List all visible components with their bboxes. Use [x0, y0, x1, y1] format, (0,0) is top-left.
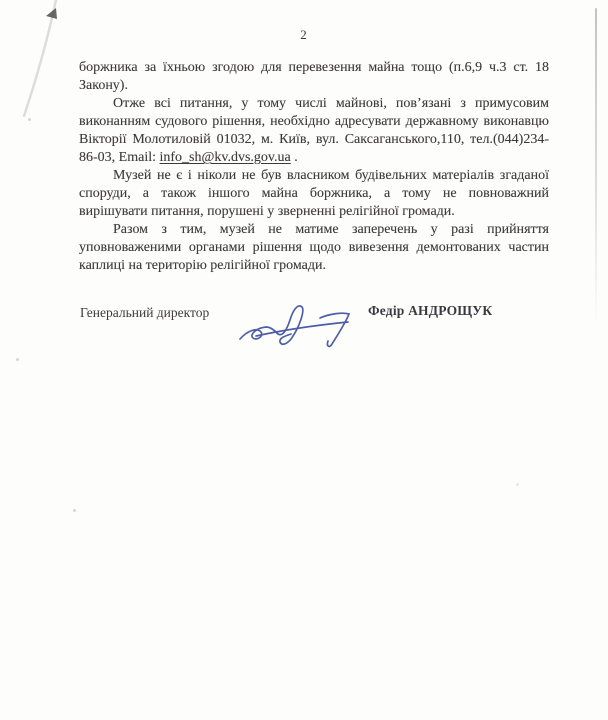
text-line: Музей не є і ніколи не був власником будівельних матеріалів згаданої — [113, 168, 549, 183]
scan-edge-line — [595, 8, 597, 328]
text-line: боржника за їхньою згодою для перевезення майна тощо (п.6,9 ч.3 ст. 18 — [79, 60, 549, 75]
email-line-before: 86-03, Email: — [79, 150, 160, 165]
text-line: Разом з тим, музей не матиме заперечень у разі прийняття — [113, 222, 549, 237]
scan-speck — [516, 483, 519, 486]
text-line: споруди, а також іншого майна боржника, а тому не повноважний — [79, 186, 549, 201]
text-line-email — [79, 149, 549, 167]
handwritten-signature — [230, 299, 365, 354]
email-text: info_sh@kv.dvs.gov.ua — [159, 150, 291, 165]
text-line: каплиці на територію релігійної громади. — [79, 258, 326, 273]
page-number: 2 — [300, 27, 308, 42]
scan-speck — [73, 509, 76, 512]
scan-speck — [16, 358, 19, 361]
scan-speck — [28, 118, 31, 121]
fold-crease — [0, 0, 80, 130]
signature-name: Федір АНДРОЩУК — [368, 303, 493, 318]
email-line-after: . — [290, 150, 298, 165]
fold-mark-icon — [46, 8, 57, 19]
text-line: вирішувати питання, порушені у зверненні релігійної громади. — [79, 204, 455, 219]
text-line: Отже всі питання, у тому числі майнові, пов’язані з примусовим — [113, 96, 549, 111]
text-line: уповноваженими органами рішення щодо вивезення демонтованих частин — [79, 240, 549, 255]
signature-title: Генеральний директор — [80, 305, 210, 320]
text-line: виконанням судового рішення, необхідно адресувати державному виконавцю — [79, 114, 549, 129]
document-body — [79, 59, 549, 275]
text-line: Закону). — [79, 78, 128, 93]
text-line: Вікторії Молотиловій 01032, м. Київ, вул. Саксаганського,110, тел.(044)234- — [79, 132, 549, 147]
